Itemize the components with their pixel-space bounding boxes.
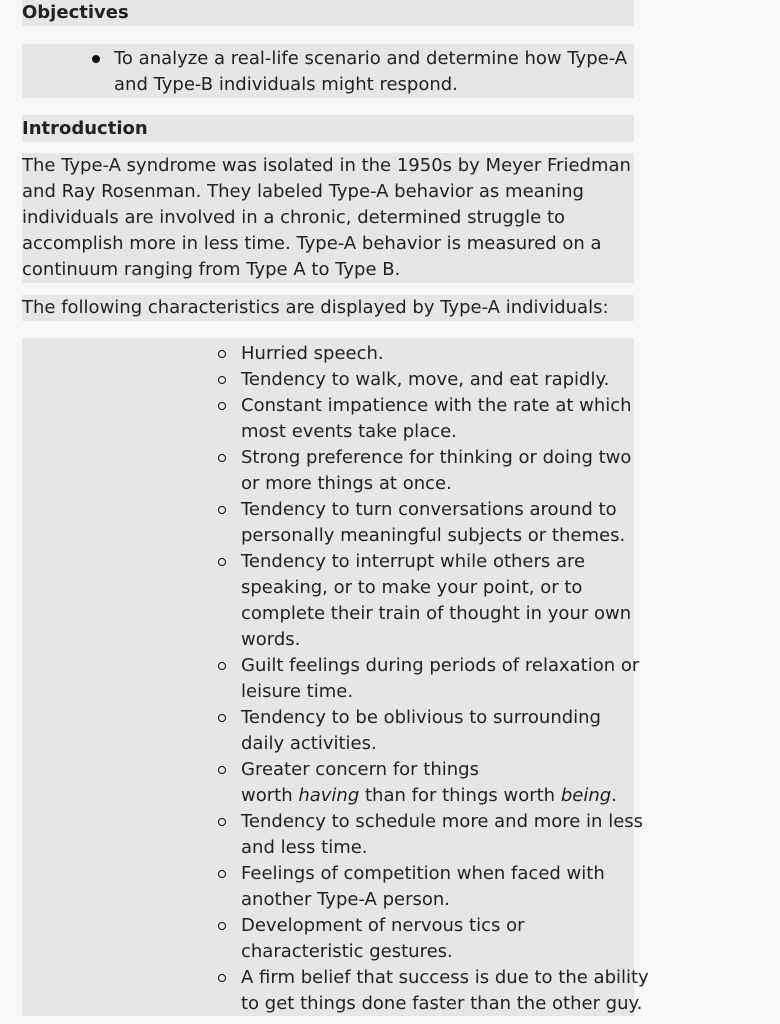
bullet-circle-icon (218, 766, 226, 774)
characteristic-item (218, 757, 638, 809)
objectives-list (92, 46, 628, 98)
characteristic-item (218, 913, 638, 965)
characteristic-line: characteristic gestures. (241, 941, 453, 962)
bullet-circle-icon (218, 350, 226, 358)
introduction-paragraph (22, 153, 634, 283)
characteristics-section (22, 338, 649, 1016)
characteristic-item (218, 367, 638, 393)
bullet-circle-icon (218, 922, 226, 930)
paragraph-line: The Type-A syndrome was isolated in the 1950s by Meyer Friedman (22, 155, 631, 176)
characteristic-line: Tendency to be oblivious to surrounding (241, 707, 601, 728)
characteristic-line: Tendency to schedule more and more in less (241, 811, 644, 832)
characteristic-line: Tendency to turn conversations around to (241, 499, 617, 520)
characteristic-line: Strong preference for thinking or doing two (241, 447, 632, 468)
introduction-heading-text: Introduction (22, 118, 148, 139)
paragraph-line: and Ray Rosenman. They labeled Type-A behavior as meaning (22, 181, 584, 202)
characteristic-text: . (611, 785, 617, 806)
characteristic-line: Guilt feelings during periods of relaxation or (241, 655, 640, 676)
objectives-section (22, 44, 634, 98)
characteristic-line (241, 783, 638, 809)
characteristic-line: and less time. (241, 837, 368, 858)
characteristic-line: words. (241, 629, 301, 650)
paragraph-line: individuals are involved in a chronic, determined struggle to (22, 207, 566, 228)
characteristic-line: daily activities. (241, 733, 377, 754)
objective-line: To analyze a real-life scenario and determine how Type-A (114, 48, 628, 69)
bullet-circle-icon (218, 818, 226, 826)
bullet-disc-icon (92, 55, 100, 63)
characteristic-line: another Type-A person. (241, 889, 451, 910)
characteristic-line: to get things done faster than the other guy. (241, 993, 643, 1014)
characteristic-item (218, 861, 638, 913)
characteristic-item (218, 705, 638, 757)
bullet-circle-icon (218, 662, 226, 670)
bullet-circle-icon (218, 376, 226, 384)
emphasis-having: having (298, 785, 360, 806)
characteristic-line: Greater concern for things (241, 759, 479, 780)
characteristic-line: A firm belief that success is due to the ability (241, 967, 649, 988)
characteristic-text: than for things worth (359, 785, 561, 806)
bullet-circle-icon (218, 870, 226, 878)
bullet-circle-icon (218, 558, 226, 566)
bullet-circle-icon (218, 454, 226, 462)
characteristics-intro-text: The following characteristics are displayed by Type-A individuals: (22, 297, 609, 318)
characteristic-item (218, 809, 644, 861)
characteristic-line: complete their train of thought in your own (241, 603, 632, 624)
characteristic-item (218, 497, 638, 549)
emphasis-being: being (560, 785, 612, 806)
characteristic-item (218, 549, 638, 653)
bullet-circle-icon (218, 506, 226, 514)
characteristics-list (218, 341, 649, 1017)
objectives-heading-text: Objectives (22, 2, 129, 23)
characteristic-line: Development of nervous tics or (241, 915, 525, 936)
objectives-heading (22, 0, 634, 26)
characteristic-item (218, 341, 638, 367)
characteristic-item (218, 965, 649, 1017)
characteristic-item (218, 445, 638, 497)
characteristic-line: Feelings of competition when faced with (241, 863, 605, 884)
characteristic-line: Tendency to interrupt while others are (241, 551, 586, 572)
bullet-circle-icon (218, 714, 226, 722)
characteristic-line: most events take place. (241, 421, 457, 442)
characteristic-line: personally meaningful subjects or themes. (241, 525, 626, 546)
characteristics-intro (22, 295, 634, 321)
objective-line: and Type-B individuals might respond. (114, 74, 458, 95)
paragraph-line: continuum ranging from Type A to Type B. (22, 259, 401, 280)
characteristic-line: Tendency to walk, move, and eat rapidly. (241, 369, 610, 390)
characteristic-line: speaking, or to make your point, or to (241, 577, 583, 598)
bullet-circle-icon (218, 974, 226, 982)
characteristic-line: or more things at once. (241, 473, 452, 494)
bullet-circle-icon (218, 402, 226, 410)
characteristic-line: Constant impatience with the rate at which (241, 395, 632, 416)
characteristic-line: Hurried speech. (241, 343, 384, 364)
characteristic-item (218, 393, 638, 445)
objective-item (92, 46, 628, 98)
characteristic-line: leisure time. (241, 681, 354, 702)
paragraph-line: accomplish more in less time. Type-A behavior is measured on a (22, 233, 602, 254)
characteristic-text: worth (241, 785, 299, 806)
introduction-heading (22, 115, 634, 142)
characteristic-item (218, 653, 638, 705)
